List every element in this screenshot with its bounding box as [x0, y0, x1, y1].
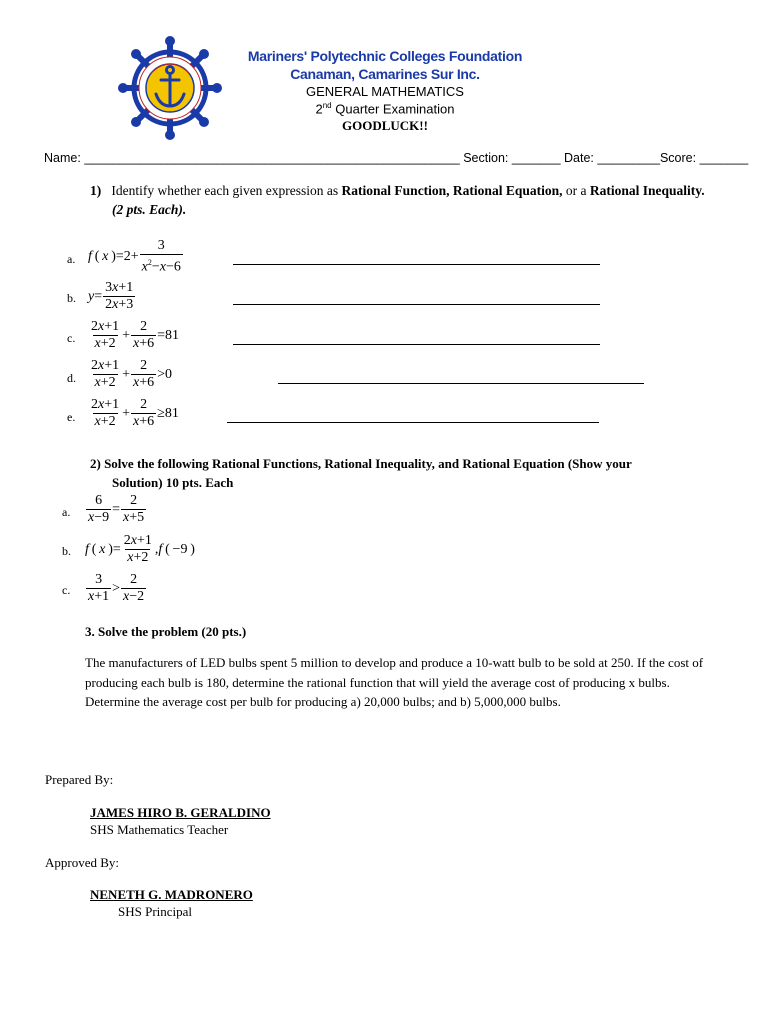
- approved-by-name: NENETH G. MADRONERO: [90, 887, 253, 902]
- item-label: c.: [62, 583, 71, 597]
- item-label: e.: [67, 410, 76, 424]
- part1-instructions: 1) Identify whether each given expression as Rational Function, Rational Equation, or a Rational Inequality.: [90, 183, 705, 198]
- school-address: Canaman, Camarines Sur Inc.: [290, 66, 480, 82]
- item-label: b.: [62, 544, 71, 558]
- part3-problem: The manufacturers of LED bulbs spent 5 million to develop and produce a 10-watt bulb to be sold at 250. If the cost of producing each bulb is 180, determine the rational function that will yield the average cost of producing x bulbs. Determine the average cost per bulb for producing a) 20,000 bulbs; and b) 5,000,000 bulbs.: [85, 655, 704, 709]
- prepared-by-title: SHS Mathematics Teacher: [90, 822, 229, 837]
- school-name: Mariners' Polytechnic Colleges Foundation: [247, 48, 523, 64]
- answer-line-1d[interactable]: [278, 383, 644, 384]
- part2-instructions-line2: Solution) 10 pts. Each: [112, 475, 234, 490]
- subject-title: GENERAL MATHEMATICS: [306, 84, 464, 99]
- expression-1b: y = $\frac{3x+1}{2x+3}$: [88, 280, 134, 312]
- greeting: GOODLUCK!!: [342, 118, 428, 133]
- item-label: a.: [62, 505, 71, 519]
- name-field[interactable]: ______________________________________________________: [84, 151, 460, 165]
- item-label: c.: [67, 331, 76, 345]
- expression-1d: $\frac{2x+1}{x+2}$ + $\frac{2}{x+6}$ >0: [91, 358, 173, 390]
- part2-instructions-line1: 2) Solve the following Rational Functions, Rational Inequality, and Rational Equation (Show your: [90, 456, 632, 471]
- item-label: d.: [67, 371, 76, 385]
- expression-1e: $\frac{2x+1}{x+2}$ + $\frac{2}{x+6}$ ≥81: [91, 397, 179, 429]
- section-field[interactable]: _______: [511, 151, 561, 165]
- part3-heading: 3. Solve the problem (20 pts.): [85, 624, 247, 639]
- prepared-by-label: Prepared By:: [45, 772, 114, 787]
- score-field[interactable]: _______: [699, 151, 749, 165]
- part1-points: (2 pts. Each).: [112, 202, 187, 217]
- answer-line-1a[interactable]: [233, 264, 600, 265]
- expression-2b: f ( x )= $\frac{2x+1}{x+2}$ , f ( −9 ): [85, 533, 195, 565]
- item-label: b.: [67, 291, 76, 305]
- expression-1a: f ( x )=2+ $\frac{3}{x^2-x-6}$: [88, 238, 181, 275]
- item-label: a.: [67, 252, 76, 266]
- expression-2a: $\frac{6}{x-9}$ = $\frac{2}{x+5}$: [88, 493, 145, 525]
- answer-line-1c[interactable]: [233, 344, 600, 345]
- prepared-by-name: JAMES HIRO B. GERALDINO: [90, 805, 271, 820]
- answer-line-1b[interactable]: [233, 304, 600, 305]
- exam-title: 2nd Quarter Examination: [315, 101, 455, 117]
- expression-1c: $\frac{2x+1}{x+2}$ + $\frac{2}{x+6}$ =81: [91, 319, 180, 351]
- student-info-line: Name: ______________________________________________________ Section: _______ Date: _________Score: _______: [44, 151, 749, 165]
- expression-2c: $\frac{3}{x+1}$ > $\frac{2}{x-2}$: [88, 572, 145, 604]
- answer-line-1e[interactable]: [227, 422, 599, 423]
- date-field[interactable]: _________: [597, 151, 660, 165]
- approved-by-title: SHS Principal: [118, 904, 193, 919]
- approved-by-label: Approved By:: [45, 855, 120, 870]
